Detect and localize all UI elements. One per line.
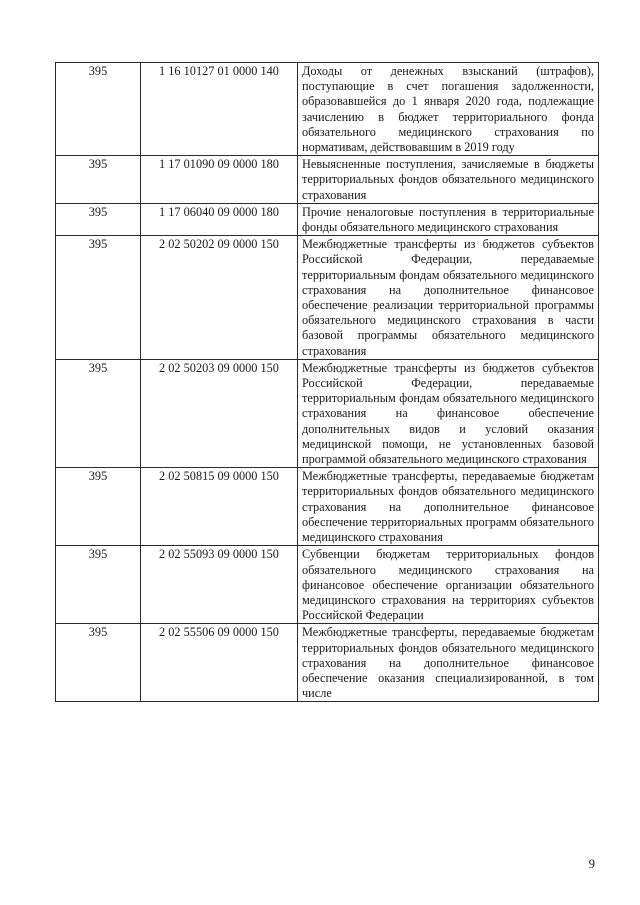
revenue-name-cell: Невыясненные поступления, зачисляемые в бюджеты территориальных фондов обязательного медицинского страхования: [298, 156, 599, 204]
budget-code-cell: 2 02 50815 09 0000 150: [141, 468, 298, 546]
revenue-name-cell: Субвенции бюджетам территориальных фондов обязательного медицинского страхования на финансовое обеспечение организации обязательного медицинского страхования на территориях субъектов Российской Федерации: [298, 546, 599, 624]
admin-code-cell: 395: [56, 236, 141, 360]
revenue-name-cell: Межбюджетные трансферты, передаваемые бюджетам территориальных фондов обязательного медицинского страхования на дополнительное финансовое обеспечение оказания специализированной, в том числе: [298, 624, 599, 702]
table-row: [56, 624, 599, 702]
budget-code-cell: 1 17 01090 09 0000 180: [141, 156, 298, 204]
budget-code-cell: 1 17 06040 09 0000 180: [141, 203, 298, 235]
budget-code-cell: 2 02 50202 09 0000 150: [141, 236, 298, 360]
table-row: [56, 546, 599, 624]
admin-code-cell: 395: [56, 546, 141, 624]
table-row: [56, 203, 599, 235]
budget-code-cell: 2 02 55093 09 0000 150: [141, 546, 298, 624]
admin-code-cell: 395: [56, 359, 141, 467]
budget-code-cell: 2 02 50203 09 0000 150: [141, 359, 298, 467]
budget-code-cell: 2 02 55506 09 0000 150: [141, 624, 298, 702]
page-number: 9: [588, 857, 595, 871]
revenue-name-cell: Межбюджетные трансферты из бюджетов субъектов Российской Федерации, передаваемые территориальным фондам обязательного медицинского страхования на дополнительное финансовое обеспечение реализации территориальной программы обязательного медицинского страхования в части базовой программы обязательного медицинского страхования: [298, 236, 599, 360]
revenue-name-cell: Прочие неналоговые поступления в территориальные фонды обязательного медицинского страхования: [298, 203, 599, 235]
admin-code-cell: 395: [56, 468, 141, 546]
admin-code-cell: 395: [56, 156, 141, 204]
admin-code-cell: 395: [56, 624, 141, 702]
table-row: [56, 236, 599, 360]
table-row: [56, 359, 599, 467]
revenue-name-cell: Доходы от денежных взысканий (штрафов), поступающие в счет погашения задолженности, образовавшейся до 1 января 2020 года, подлежащие зачислению в бюджет территориального фонда обязательного медицинского страхования по нормативам, действовавшим в 2019 году: [298, 63, 599, 156]
table-row: [56, 63, 599, 156]
table-row: [56, 156, 599, 204]
admin-code-cell: 395: [56, 63, 141, 156]
admin-code-cell: 395: [56, 203, 141, 235]
revenue-name-cell: Межбюджетные трансферты из бюджетов субъектов Российской Федерации, передаваемые территориальным фондам обязательного медицинского страхования на финансовое обеспечение дополнительных видов и условий оказания медицинской помощи, не установленных базовой программой обязательного медицинского страхования: [298, 359, 599, 467]
revenue-codes-table: [55, 62, 599, 702]
table-row: [56, 468, 599, 546]
table-body: [56, 63, 599, 702]
revenue-name-cell: Межбюджетные трансферты, передаваемые бюджетам территориальных фондов обязательного медицинского страхования на дополнительное финансовое обеспечение территориальных программ обязательного медицинского страхования: [298, 468, 599, 546]
budget-code-cell: 1 16 10127 01 0000 140: [141, 63, 298, 156]
